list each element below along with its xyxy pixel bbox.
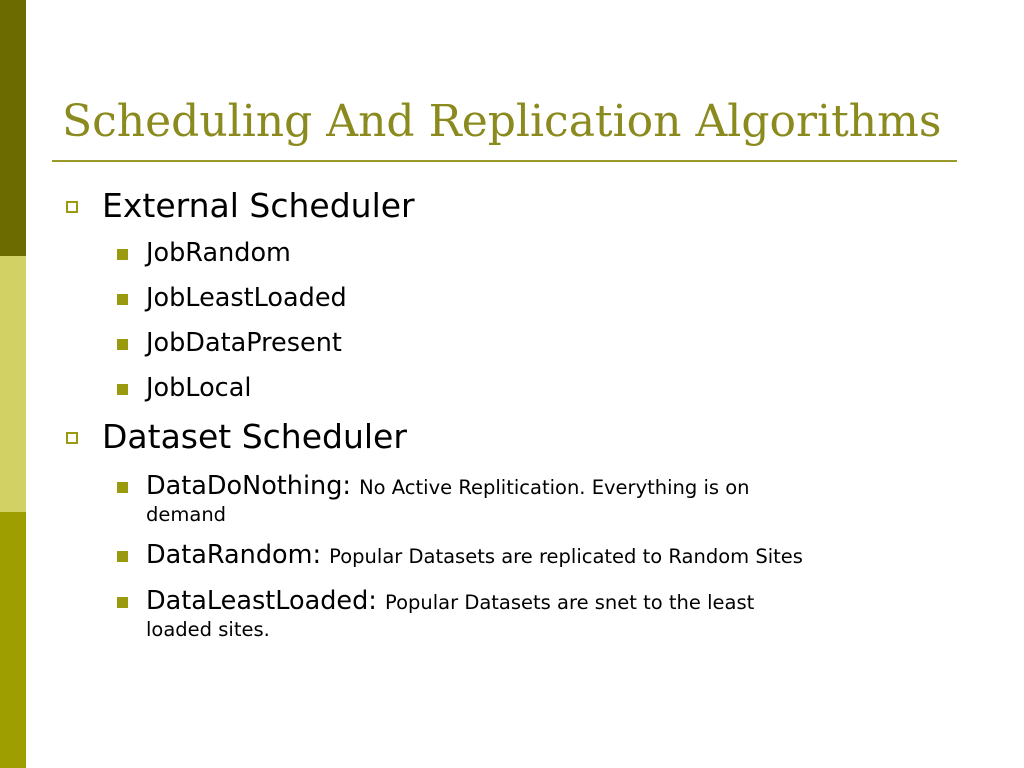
- square-bullet-icon: [117, 249, 128, 260]
- list-item: [146, 283, 966, 313]
- square-bullet-icon: [117, 339, 128, 350]
- square-bullet-icon: [117, 597, 128, 608]
- section-heading-dataset-scheduler: Dataset Scheduler: [102, 417, 407, 456]
- list-item-description-continued: demand: [146, 503, 227, 526]
- square-bullet-icon: [117, 551, 128, 562]
- list-item-label: DataLeastLoaded:: [146, 586, 377, 616]
- list-item-description: Popular Datasets are snet to the least: [385, 591, 755, 614]
- sidebar-band-bottom: [0, 512, 26, 768]
- square-bullet-icon: [117, 294, 128, 305]
- sidebar-accent: [0, 0, 26, 768]
- list-item: [146, 238, 966, 268]
- list-item-description-continued: loaded sites.: [146, 618, 270, 641]
- list-item: [146, 328, 966, 358]
- section-heading-external-scheduler: External Scheduler: [102, 186, 415, 225]
- list-item-label: JobLocal: [146, 373, 252, 403]
- square-bullet-icon: [117, 384, 128, 395]
- slide-title: Scheduling And Replication Algorithms: [62, 96, 942, 147]
- list-item: [146, 471, 966, 527]
- title-underline: [52, 160, 957, 162]
- hollow-square-bullet-icon: [66, 201, 78, 213]
- list-item-label: JobLeastLoaded: [146, 283, 347, 313]
- sidebar-band-middle: [0, 256, 26, 512]
- list-item-label: DataDoNothing:: [146, 471, 351, 501]
- list-item-description: Popular Datasets are replicated to Random Sites: [329, 545, 803, 568]
- list-item-label: DataRandom:: [146, 540, 322, 570]
- list-item-label: JobDataPresent: [146, 328, 342, 358]
- list-item-label: JobRandom: [146, 238, 291, 268]
- list-item: [146, 373, 966, 403]
- sidebar-band-top: [0, 0, 26, 256]
- hollow-square-bullet-icon: [66, 432, 78, 444]
- list-item-description: No Active Replitication. Everything is on: [359, 476, 750, 499]
- list-item: [146, 586, 966, 642]
- square-bullet-icon: [117, 482, 128, 493]
- list-item: [146, 540, 966, 572]
